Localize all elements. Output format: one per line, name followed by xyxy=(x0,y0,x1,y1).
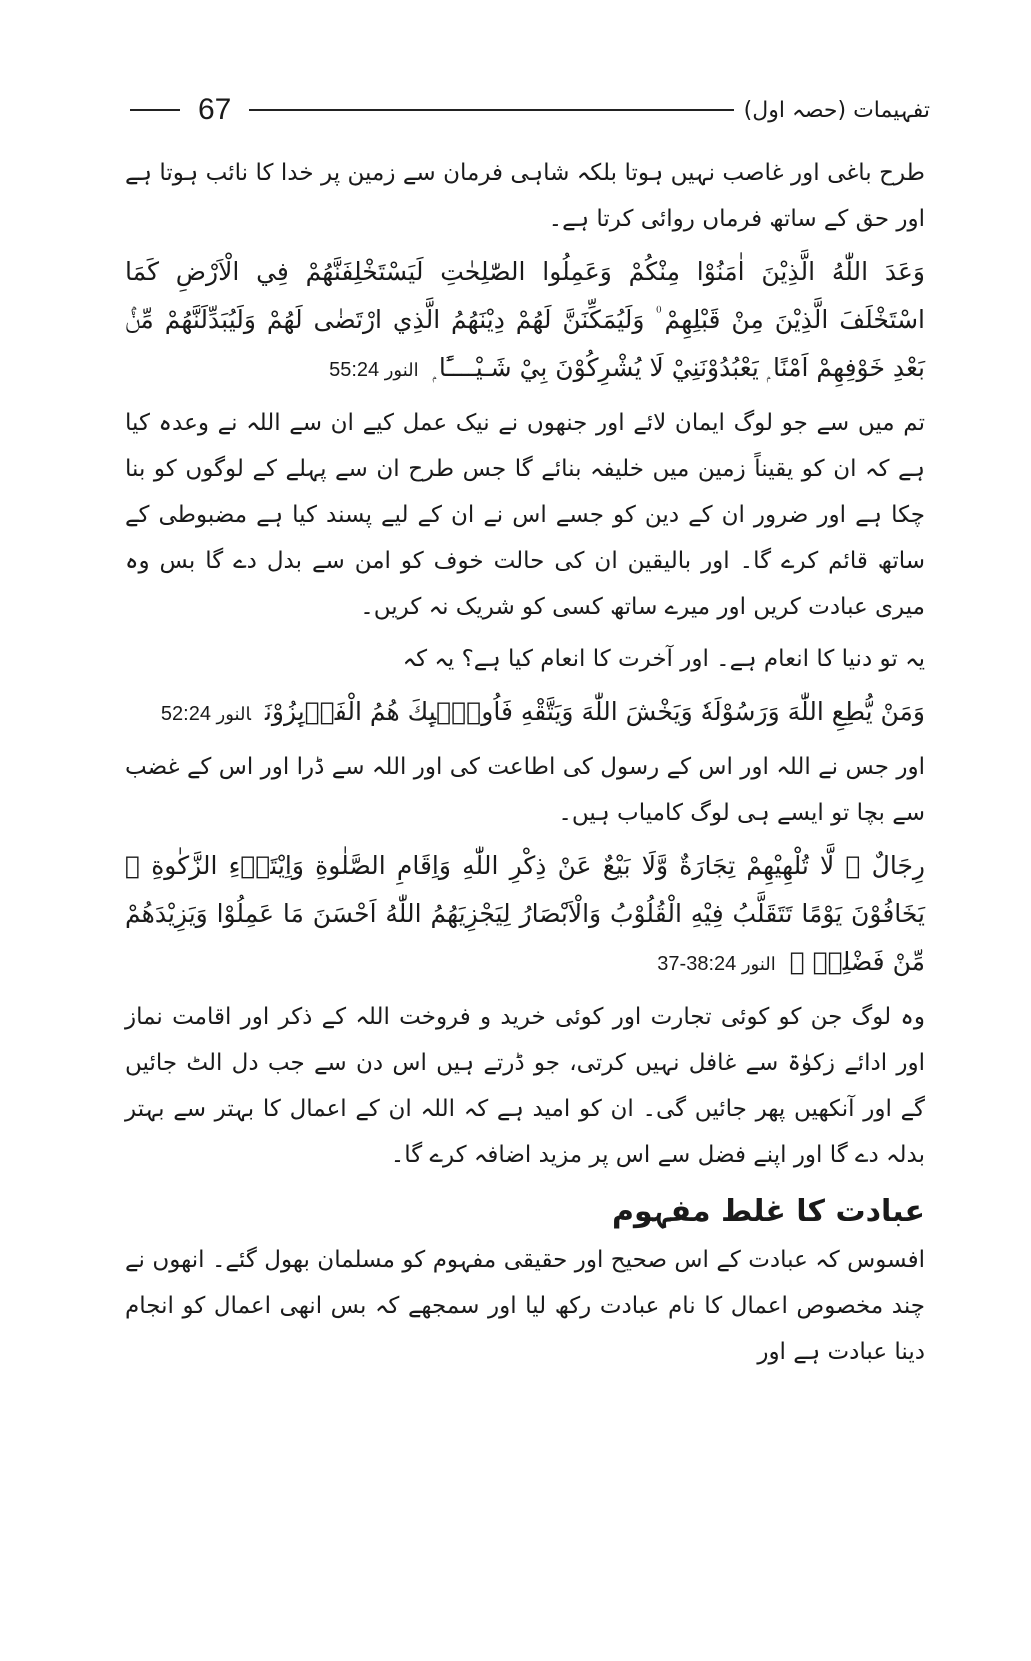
paragraph-3: یہ تو دنیا کا انعام ہے۔ اور آخرت کا انعام کیا ہے؟ یہ کہ xyxy=(402,646,925,672)
verse-1 xyxy=(125,248,925,394)
page-body xyxy=(125,150,925,1381)
verse-3 xyxy=(125,842,925,988)
paragraph-5: وہ لوگ جن کو کوئی تجارت اور کوئی خرید و فروخت اللہ کے ذکر اور اقامت نماز اور ادائے زکوٰۃ سے غافل نہیں کرتی، جو ڈرتے ہیں اس دن سے جب دل الٹ جائیں گے اور آنکھیں پھر جائیں گی۔ ان کو امید ہے کہ اللہ ان کے اعمال کا بہتر سے بہتر بدلہ دے گا اور اپنے فضل سے اس پر مزید اضافہ کرے گا۔ xyxy=(125,1004,925,1168)
verse-3-text: رِجَالٌ ۙ لَّا تُلْهِيْهِمْ تِجَارَةٌ وَّلَا بَيْعٌ عَنْ ذِكْرِ اللّٰهِ وَاِقَامِ الصَّلٰوةِ وَاِيْتَاۗءِ الزَّكٰوةِ ۽ يَخَافُوْنَ يَوْمًا تَتَقَلَّبُ فِيْهِ الْقُلُوْبُ وَالْاَبْصَارُ لِيَجْزِيَهُمُ اللّٰهُ اَحْسَنَ مَا عَمِلُوْا وَيَزِيْدَهُمْ مِّنْ فَضْلِهٖ ۭ xyxy=(125,851,925,976)
verse-1-ref-number: 55:24 xyxy=(329,359,380,381)
paragraph-4: اور جس نے اللہ اور اس کے رسول کی اطاعت کی اور اللہ سے ڈرا اور اس کے غضب سے بچا تو ایسے ہی لوگ کامیاب ہیں۔ xyxy=(125,754,925,826)
header-left-rule xyxy=(130,109,180,111)
book-title: تفہیمات (حصہ اول) xyxy=(743,97,930,123)
verse-2 xyxy=(125,688,925,738)
paragraph-1: طرح باغی اور غاصب نہیں ہوتا بلکہ شاہی فرمان سے زمین پر خدا کا نائب ہوتا ہے اور حق کے ساتھ فرماں روائی کرتا ہے۔ xyxy=(125,160,925,232)
verse-1-ref-label: النور xyxy=(384,360,419,380)
page-number: 67 xyxy=(198,93,232,126)
verse-2-text: وَمَنْ يُّطِعِ اللّٰهَ وَرَسُوْلَهٗ وَيَخْشَ اللّٰهَ وَيَتَّقْهِ فَاُولٰۗىِٕكَ هُمُ الْفَاۗىِٕزُوْنَ xyxy=(264,697,925,726)
paragraph-2: تم میں سے جو لوگ ایمان لائے اور جنھوں نے نیک عمل کیے ان سے اللہ نے وعدہ کیا ہے کہ ان کو یقیناً زمین میں خلیفہ بنائے گا جس طرح ان سے پہلے کے لوگوں کو بنا چکا ہے اور ضرور ان کے دین کو جسے اس نے ان کے لیے پسند کیا ہے مضبوطی کے ساتھ قائم کرے گا۔ اور بالیقین ان کی حالت خوف کو امن سے بدل دے گا بس وہ میری عبادت کریں اور میرے ساتھ کسی کو شریک نہ کریں۔ xyxy=(125,410,925,620)
verse-1-ref xyxy=(329,359,419,381)
section-heading: عبادت کا غلط مفہوم xyxy=(612,1194,925,1229)
verse-3-ref-label: النور xyxy=(741,954,776,974)
verse-2-ref-label: النور xyxy=(216,704,251,724)
verse-2-ref xyxy=(161,703,251,725)
header-rule xyxy=(249,109,733,111)
verse-1-text: وَعَدَ اللّٰهُ الَّذِيْنَ اٰمَنُوْا مِنْكُمْ وَعَمِلُوا الصّٰلِحٰتِ لَيَسْتَخْلِفَنَّهُمْ فِي الْاَرْضِ كَمَا اسْتَخْلَفَ الَّذِيْنَ مِنْ قَبْلِهِمْ ۠ وَلَيُمَكِّنَنَّ لَهُمْ دِيْنَهُمُ الَّذِي ارْتَضٰى لَهُمْ وَلَيُبَدِّلَنَّهُمْ مِّنْۢ بَعْدِ خَوْفِهِمْ اَمْنًا ۭ يَعْبُدُوْنَنِيْ لَا يُشْرِكُوْنَ بِيْ شَـيْــــًٔا ۭ xyxy=(125,257,925,382)
verse-3-ref-number: 38:24-37 xyxy=(657,953,737,975)
paragraph-6: افسوس کہ عبادت کے اس صحیح اور حقیقی مفہوم کو مسلمان بھول گئے۔ انھوں نے چند مخصوص اعمال کا نام عبادت رکھ لیا اور سمجھے کہ بس انھی اعمال کو انجام دینا عبادت ہے اور xyxy=(125,1247,925,1365)
verse-2-ref-number: 52:24 xyxy=(160,703,211,725)
page-header xyxy=(130,90,930,130)
verse-3-ref xyxy=(657,953,775,975)
